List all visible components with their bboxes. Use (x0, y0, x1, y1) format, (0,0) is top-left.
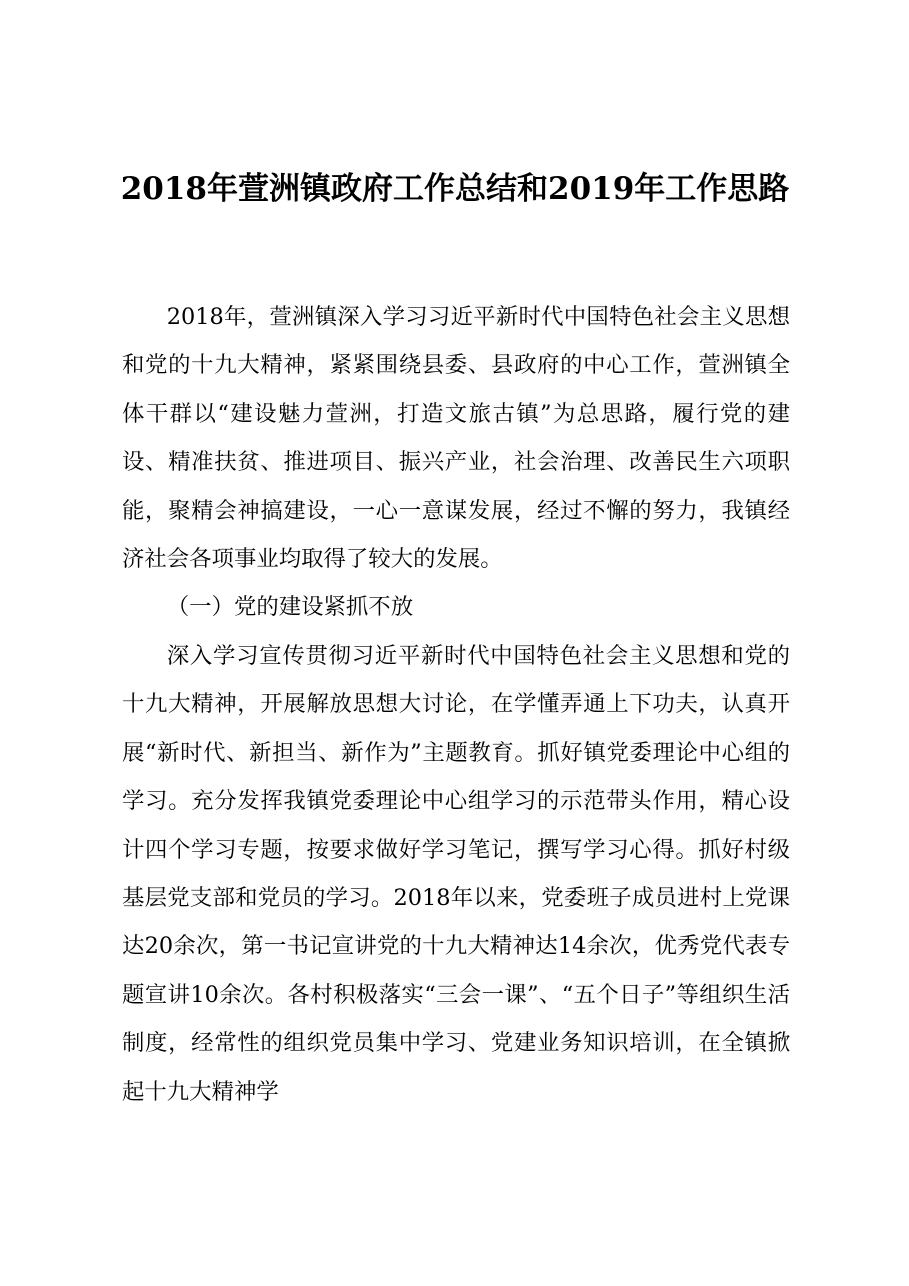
section-paragraph-party-building: 深入学习宣传贯彻习近平新时代中国特色社会主义思想和党的十九大精神，开展解放思想大讨论，在学懂弄通上下功夫，认真开展“新时代、新担当、新作为”主题教育。抓好镇党委理论中心组的学习。充分发挥我镇党委理论中心组学习的示范带头作用，精心设计四个学习专题，按要求做好学习笔记，撰写学习心得。抓好村级基层党支部和党员的学习。2018年以来，党委班子成员进村上党课达20余次，第一书记宣讲党的十九大精神达14余次，优秀党代表专题宣讲10余次。各村积极落实“三会一课”、“五个日子”等组织生活制度，经常性的组织党员集中学习、党建业务知识培训，在全镇掀起十九大精神学 (122, 643, 790, 1105)
section-heading-party-building: （一）党的建设紧抓不放 (166, 594, 414, 620)
document-title: 2018年萱洲镇政府工作总结和2019年工作思路 (120, 171, 790, 207)
intro-paragraph: 2018年，萱洲镇深入学习习近平新时代中国特色社会主义思想和党的十九大精神，紧紧围绕县委、县政府的中心工作，萱洲镇全体干群以“建设魅力萱洲，打造文旅古镇”为总思路，履行党的建设、精准扶贫、推进项目、振兴产业，社会治理、改善民生六项职能，聚精会神搞建设，一心一意谋发展，经过不懈的努力，我镇经济社会各项事业均取得了较大的发展。 (122, 304, 790, 573)
